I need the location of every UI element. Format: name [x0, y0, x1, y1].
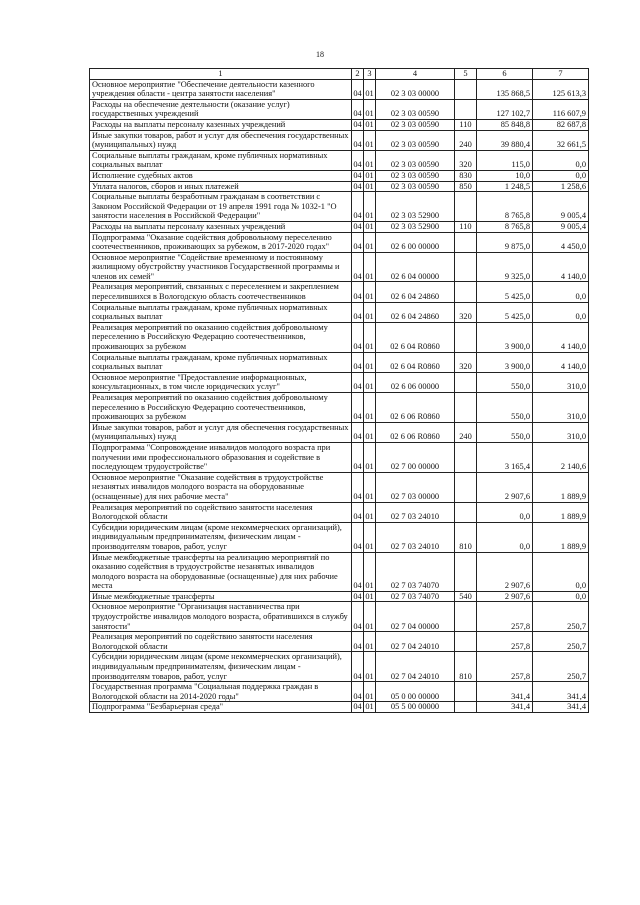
table-row: [90, 181, 589, 192]
table-row: [90, 252, 589, 282]
row-name-cell: Основное мероприятие "Оказание содействия в трудоустройстве незанятых инвалидов молодого возраста на оборудованные (оснащенные) для них рабочие места": [90, 472, 352, 502]
row-name-cell: Расходы на выплаты персоналу казенных учреждений: [90, 119, 352, 130]
amount-year2-cell: 250,7: [533, 632, 589, 652]
expense-type-cell: [455, 472, 477, 502]
amount-year1-cell: 8 765,8: [477, 192, 533, 222]
row-name-cell: Социальные выплаты гражданам, кроме публичных нормативных социальных выплат: [90, 302, 352, 322]
section-code-cell: 04: [352, 552, 364, 591]
amount-year1-cell: 3 900,0: [477, 322, 533, 352]
section-code-cell: 04: [352, 99, 364, 119]
section-code-cell: 04: [352, 150, 364, 170]
amount-year1-cell: 341,4: [477, 702, 533, 713]
row-name-cell: Субсидии юридическим лицам (кроме некоммерческих организаций), индивидуальным предпринимателям, физическим лицам - производителям товаров, работ, услуг: [90, 652, 352, 682]
target-article-cell: 02 6 06 R0860: [376, 393, 455, 423]
amount-year1-cell: 135 868,5: [477, 79, 533, 99]
amount-year1-cell: 3 900,0: [477, 352, 533, 372]
subsection-code-cell: 01: [364, 352, 376, 372]
expense-type-cell: [455, 79, 477, 99]
table-row: [90, 682, 589, 702]
subsection-code-cell: 01: [364, 422, 376, 442]
row-name-cell: Реализация мероприятий по содействию занятости населения Вологодской области: [90, 632, 352, 652]
subsection-code-cell: 01: [365, 221, 374, 231]
header-cell: 6: [477, 69, 533, 80]
expense-type-cell: [455, 282, 477, 302]
amount-year1-cell: 257,8: [477, 602, 533, 632]
expense-type-cell: 110: [455, 119, 477, 130]
section-code-cell: 04: [352, 522, 364, 552]
expense-type-cell: 320: [455, 352, 477, 372]
amount-year2-cell: 250,7: [533, 602, 589, 632]
expense-type-cell: [455, 552, 477, 591]
subsection-code-cell: 01: [364, 682, 376, 702]
amount-year1-cell: 2 907,6: [477, 552, 533, 591]
header-cell: 4: [376, 69, 455, 80]
table-row: [90, 221, 589, 232]
amount-year1-cell: 9 325,0: [477, 252, 533, 282]
section-code-cell: 04: [352, 502, 364, 522]
row-name-cell: Основное мероприятие "Предоставление информационных, консультационных, в том числе юридических услуг": [90, 372, 352, 392]
amount-year2-cell: 4 140,0: [533, 252, 589, 282]
table-row: [90, 422, 589, 442]
section-code-cell: 04: [353, 181, 362, 191]
expense-type-cell: 810: [455, 652, 477, 682]
table-header: [90, 69, 589, 80]
table-row: [90, 702, 589, 713]
row-name-cell: Иные закупки товаров, работ и услуг для обеспечения государственных (муниципальных) нужд: [90, 130, 352, 150]
subsection-code-cell: 01: [364, 602, 376, 632]
row-name-cell: Исполнение судебных актов: [90, 170, 352, 181]
table-row: [90, 79, 589, 99]
section-code-cell: 04: [353, 170, 362, 180]
subsection-code-cell: 01: [364, 99, 376, 119]
target-article-cell: 02 3 03 00590: [376, 119, 455, 130]
subsection-code-cell: 01: [365, 702, 374, 712]
amount-year2-cell: 341,4: [533, 702, 589, 713]
subsection-code-cell: 01: [365, 591, 374, 601]
subsection-code-cell: 01: [364, 282, 376, 302]
target-article-cell: 02 6 04 00000: [376, 252, 455, 282]
table-row: [90, 119, 589, 130]
subsection-code-cell: 01: [364, 522, 376, 552]
expense-type-cell: 540: [455, 591, 477, 602]
subsection-code-cell: 01: [364, 192, 376, 222]
section-code-cell: 04: [352, 252, 364, 282]
table-row: [90, 322, 589, 352]
amount-year1-cell: 550,0: [477, 393, 533, 423]
row-name-cell: Реализация мероприятий по содействию занятости населения Вологодской области: [90, 502, 352, 522]
table-row: [90, 652, 589, 682]
section-code-cell: 04: [352, 352, 364, 372]
target-article-cell: 05 5 00 00000: [376, 702, 455, 713]
table-row: [90, 522, 589, 552]
table-row: [90, 602, 589, 632]
amount-year1-cell: 2 907,6: [477, 591, 533, 602]
subsection-code-cell: 01: [364, 632, 376, 652]
amount-year2-cell: 0,0: [533, 552, 589, 591]
table-row: [90, 442, 589, 472]
subsection-code-cell: 01: [364, 442, 376, 472]
amount-year2-cell: 82 687,8: [533, 119, 589, 130]
expense-type-cell: 850: [455, 181, 477, 192]
subsection-code-cell: 01: [364, 552, 376, 591]
amount-year2-cell: 9 005,4: [533, 192, 589, 222]
subsection-code-cell: 01: [364, 232, 376, 252]
table-row: [90, 393, 589, 423]
table-row: [90, 591, 589, 602]
table-row: [90, 552, 589, 591]
expense-type-cell: [455, 682, 477, 702]
target-article-cell: 02 7 03 74070: [376, 591, 455, 602]
row-name-cell: Подпрограмма "Безбарьерная среда": [90, 702, 352, 713]
expense-type-cell: [455, 442, 477, 472]
expense-type-cell: [455, 192, 477, 222]
table-row: [90, 632, 589, 652]
table-row: [90, 352, 589, 372]
table-row: [90, 99, 589, 119]
target-article-cell: 02 3 03 00590: [376, 181, 455, 192]
section-code-cell: 04: [353, 119, 362, 129]
amount-year1-cell: 5 425,0: [477, 282, 533, 302]
row-name-cell: Реализация мероприятий, связанных с переселением и закреплением переселившихся в Вологодскую область соотечественников: [90, 282, 352, 302]
amount-year1-cell: 3 165,4: [477, 442, 533, 472]
amount-year2-cell: 1 889,9: [533, 502, 589, 522]
amount-year1-cell: 85 848,8: [477, 119, 533, 130]
budget-table: [89, 68, 589, 713]
expense-type-cell: [455, 232, 477, 252]
row-name-cell: Иные межбюджетные трансферты: [90, 591, 352, 602]
expense-type-cell: [455, 602, 477, 632]
row-name-cell: Основное мероприятие "Обеспечение деятельности казенного учреждения области - центра занятости населения": [90, 79, 352, 99]
header-cell: 1: [90, 69, 352, 80]
section-code-cell: 04: [352, 442, 364, 472]
table-row: [90, 372, 589, 392]
section-code-cell: 04: [352, 192, 364, 222]
row-name-cell: Подпрограмма "Сопровождение инвалидов молодого возраста при получении ими профессионального образования и содействие в последующем трудоустройстве": [90, 442, 352, 472]
target-article-cell: 02 7 03 74070: [376, 552, 455, 591]
amount-year1-cell: 39 880,4: [477, 130, 533, 150]
subsection-code-cell: 01: [364, 372, 376, 392]
page-number: 18: [316, 50, 324, 59]
amount-year2-cell: 1 889,9: [533, 522, 589, 552]
section-code-cell: 04: [353, 591, 362, 601]
section-code-cell: 04: [352, 632, 364, 652]
amount-year2-cell: 310,0: [533, 393, 589, 423]
expense-type-cell: 830: [455, 170, 477, 181]
row-name-cell: Субсидии юридическим лицам (кроме некоммерческих организаций), индивидуальным предпринимателям, физическим лицам - производителям товаров, работ, услуг: [90, 522, 352, 552]
header-cell: 7: [533, 69, 589, 80]
target-article-cell: 02 6 04 24860: [376, 282, 455, 302]
row-name-cell: Социальные выплаты гражданам, кроме публичных нормативных социальных выплат: [90, 150, 352, 170]
amount-year2-cell: 4 140,0: [533, 352, 589, 372]
table-row: [90, 232, 589, 252]
table-row: [90, 302, 589, 322]
amount-year1-cell: 0,0: [477, 522, 533, 552]
row-name-cell: Социальные выплаты безработным гражданам в соответствии с Законом Российской Федерации от 19 апреля 1991 года № 1032-1 "О занятости населения в Российской Федерации": [90, 192, 352, 222]
expense-type-cell: 110: [455, 221, 477, 232]
table-row: [90, 282, 589, 302]
section-code-cell: 04: [352, 232, 364, 252]
header-cell: 2: [352, 69, 364, 80]
section-code-cell: 04: [352, 393, 364, 423]
amount-year2-cell: 341,4: [533, 682, 589, 702]
expense-type-cell: [455, 502, 477, 522]
target-article-cell: 05 0 00 00000: [376, 682, 455, 702]
amount-year2-cell: 0,0: [533, 150, 589, 170]
target-article-cell: 02 3 03 00590: [376, 99, 455, 119]
subsection-code-cell: 01: [364, 252, 376, 282]
expense-type-cell: 240: [455, 422, 477, 442]
amount-year1-cell: 1 248,5: [477, 181, 533, 192]
amount-year2-cell: 0,0: [533, 302, 589, 322]
subsection-code-cell: 01: [364, 502, 376, 522]
section-code-cell: 04: [353, 221, 362, 231]
expense-type-cell: [455, 372, 477, 392]
target-article-cell: 02 6 04 24860: [376, 302, 455, 322]
section-code-cell: 04: [352, 372, 364, 392]
amount-year2-cell: 0,0: [533, 282, 589, 302]
amount-year2-cell: 4 140,0: [533, 322, 589, 352]
target-article-cell: 02 7 03 00000: [376, 472, 455, 502]
amount-year2-cell: 125 613,3: [533, 79, 589, 99]
amount-year2-cell: 250,7: [533, 652, 589, 682]
row-name-cell: Уплата налогов, сборов и иных платежей: [90, 181, 352, 192]
subsection-code-cell: 01: [365, 119, 374, 129]
target-article-cell: 02 3 03 52900: [376, 192, 455, 222]
amount-year1-cell: 9 875,0: [477, 232, 533, 252]
section-code-cell: 04: [352, 602, 364, 632]
target-article-cell: 02 7 04 00000: [376, 602, 455, 632]
amount-year1-cell: 341,4: [477, 682, 533, 702]
table-row: [90, 502, 589, 522]
amount-year1-cell: 550,0: [477, 372, 533, 392]
target-article-cell: 02 3 03 00000: [376, 79, 455, 99]
amount-year2-cell: 310,0: [533, 422, 589, 442]
section-code-cell: 04: [352, 682, 364, 702]
expense-type-cell: 320: [455, 150, 477, 170]
amount-year2-cell: 0,0: [533, 591, 589, 602]
table-row: [90, 130, 589, 150]
section-code-cell: 04: [352, 282, 364, 302]
target-article-cell: 02 7 00 00000: [376, 442, 455, 472]
row-name-cell: Реализация мероприятий по оказанию содействия добровольному переселению в Российскую Федерацию соотечественников, проживающих за рубежом: [90, 393, 352, 423]
subsection-code-cell: 01: [364, 130, 376, 150]
row-name-cell: Социальные выплаты гражданам, кроме публичных нормативных социальных выплат: [90, 352, 352, 372]
expense-type-cell: 240: [455, 130, 477, 150]
expense-type-cell: [455, 252, 477, 282]
subsection-code-cell: 01: [364, 322, 376, 352]
row-name-cell: Подпрограмма "Оказание содействия добровольному переселению соотечественников, проживающих за рубежом, в 2017-2020 годах": [90, 232, 352, 252]
section-code-cell: 04: [353, 702, 362, 712]
amount-year2-cell: 1 889,9: [533, 472, 589, 502]
section-code-cell: 04: [352, 422, 364, 442]
row-name-cell: Основное мероприятие "Организация наставничества при трудоустройстве инвалидов молодого возраста, обратившихся в службу занятости": [90, 602, 352, 632]
expense-type-cell: [455, 322, 477, 352]
header-cell: 5: [455, 69, 477, 80]
amount-year1-cell: 10,0: [477, 170, 533, 181]
amount-year2-cell: 4 450,0: [533, 232, 589, 252]
table-body: [90, 79, 589, 712]
target-article-cell: 02 3 03 00590: [376, 130, 455, 150]
section-code-cell: 04: [352, 322, 364, 352]
amount-year1-cell: 257,8: [477, 632, 533, 652]
amount-year1-cell: 127 102,7: [477, 99, 533, 119]
subsection-code-cell: 01: [364, 393, 376, 423]
subsection-code-cell: 01: [365, 181, 374, 191]
amount-year2-cell: 9 005,4: [533, 221, 589, 232]
table-row: [90, 192, 589, 222]
expense-type-cell: [455, 99, 477, 119]
header-cell: 3: [364, 69, 376, 80]
target-article-cell: 02 6 04 R0860: [376, 322, 455, 352]
amount-year2-cell: 0,0: [533, 170, 589, 181]
expense-type-cell: [455, 393, 477, 423]
subsection-code-cell: 01: [364, 472, 376, 502]
row-name-cell: Реализация мероприятий по оказанию содействия добровольному переселению в Российскую Федерацию соотечественников, проживающих за рубежом: [90, 322, 352, 352]
amount-year1-cell: 5 425,0: [477, 302, 533, 322]
target-article-cell: 02 6 04 R0860: [376, 352, 455, 372]
target-article-cell: 02 7 04 24010: [376, 632, 455, 652]
target-article-cell: 02 6 00 00000: [376, 232, 455, 252]
expense-type-cell: [455, 702, 477, 713]
row-name-cell: Иные межбюджетные трансферты на реализацию мероприятий по оказанию содействия в трудоустройстве незанятых инвалидов молодого возраста на оборудованные (оснащенные) для них рабочие места: [90, 552, 352, 591]
amount-year2-cell: 116 607,9: [533, 99, 589, 119]
row-name-cell: Государственная программа "Социальная поддержка граждан в Вологодской области на 2014-2020 годы": [90, 682, 352, 702]
target-article-cell: 02 6 06 00000: [376, 372, 455, 392]
amount-year1-cell: 8 765,8: [477, 221, 533, 232]
subsection-code-cell: 01: [365, 170, 374, 180]
section-code-cell: 04: [352, 130, 364, 150]
amount-year1-cell: 0,0: [477, 502, 533, 522]
target-article-cell: 02 6 06 R0860: [376, 422, 455, 442]
subsection-code-cell: 01: [364, 302, 376, 322]
table-row: [90, 150, 589, 170]
amount-year2-cell: 310,0: [533, 372, 589, 392]
row-name-cell: Основное мероприятие "Содействие временному и постоянному жилищному обустройству участников Государственной программы и членов их семей": [90, 252, 352, 282]
expense-type-cell: 810: [455, 522, 477, 552]
target-article-cell: 02 3 03 52900: [376, 221, 455, 232]
target-article-cell: 02 3 03 00590: [376, 150, 455, 170]
subsection-code-cell: 01: [364, 150, 376, 170]
target-article-cell: 02 7 04 24010: [376, 652, 455, 682]
subsection-code-cell: 01: [364, 79, 376, 99]
row-name-cell: Расходы на обеспечение деятельности (оказание услуг) государственных учреждений: [90, 99, 352, 119]
section-code-cell: 04: [352, 652, 364, 682]
amount-year1-cell: 550,0: [477, 422, 533, 442]
expense-type-cell: [455, 632, 477, 652]
section-code-cell: 04: [352, 79, 364, 99]
target-article-cell: 02 7 03 24010: [376, 522, 455, 552]
row-name-cell: Расходы на выплаты персоналу казенных учреждений: [90, 221, 352, 232]
amount-year2-cell: 2 140,6: [533, 442, 589, 472]
section-code-cell: 04: [352, 472, 364, 502]
amount-year1-cell: 2 907,6: [477, 472, 533, 502]
table-row: [90, 170, 589, 181]
expense-type-cell: 320: [455, 302, 477, 322]
amount-year2-cell: 1 258,6: [533, 181, 589, 192]
row-name-cell: Иные закупки товаров, работ и услуг для обеспечения государственных (муниципальных) нужд: [90, 422, 352, 442]
amount-year2-cell: 32 661,5: [533, 130, 589, 150]
table-row: [90, 472, 589, 502]
amount-year1-cell: 115,0: [477, 150, 533, 170]
amount-year1-cell: 257,8: [477, 652, 533, 682]
target-article-cell: 02 7 03 24010: [376, 502, 455, 522]
section-code-cell: 04: [352, 302, 364, 322]
target-article-cell: 02 3 03 00590: [376, 170, 455, 181]
subsection-code-cell: 01: [364, 652, 376, 682]
